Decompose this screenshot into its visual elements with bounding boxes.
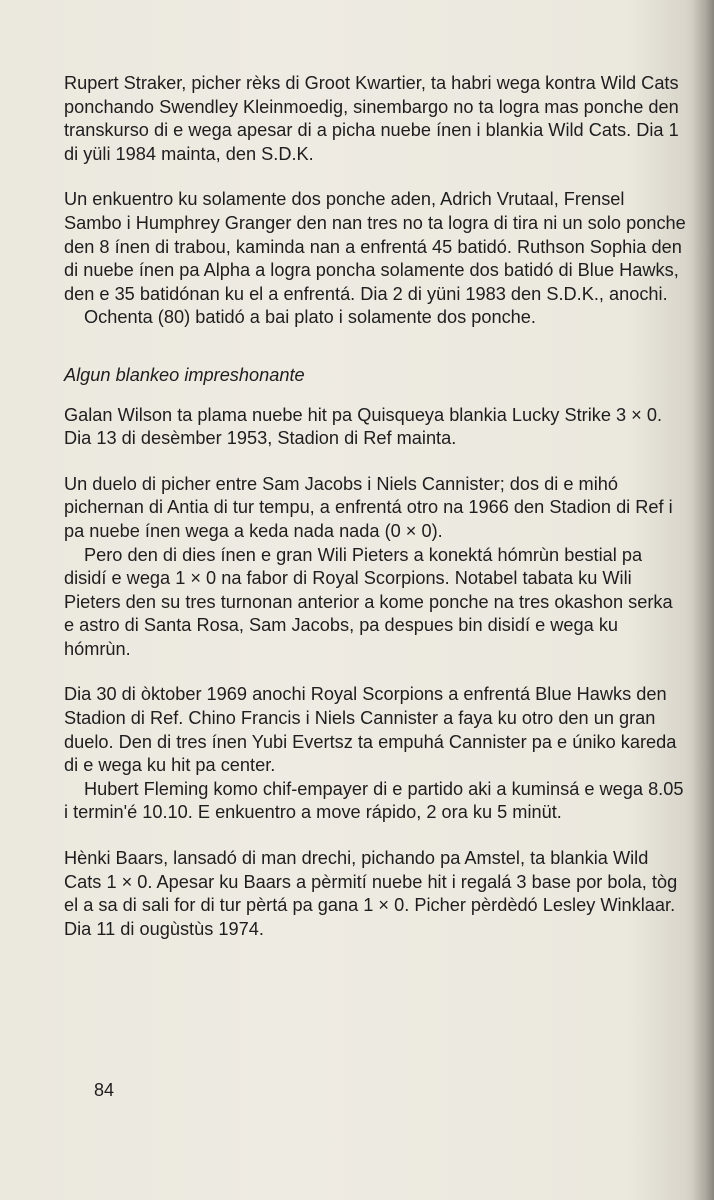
- paragraph-galan-wilson: Galan Wilson ta plama nuebe hit pa Quisqueya blankia Lucky Strike 3 × 0. Dia 13 di desèmber 1953, Stadion di Ref mainta.: [64, 404, 663, 449]
- paragraph-straker: Rupert Straker, picher rèks di Groot Kwartier, ta habri wega kontra Wild Cats ponchando Swendley Kleinmoedig, sinembargo no ta logra mas ponche den transkurso di e wega apesar di a picha nuebe ínen i blankia Wild Cats. Dia 1 di yüli 1984 mainta, den S.D.K.: [64, 73, 679, 164]
- paragraph-dos-ponche: Un enkuentro ku solamente dos ponche aden, Adrich Vrutaal, Frensel Sambo i Humphrey Granger den nan tres no ta logra di tira ni un solo ponche den 8 ínen di trabou, kaminda nan a enfrentá 45 batidó. Ruthson Sophia den di nuebe ínen pa Alpha a logra poncha solamente dos batidó di Blue Hawks, den e 35 batidónan ku el a enfrentá. Dia 2 di yüni 1983 den S.D.K., anochi.: [64, 189, 686, 304]
- page-body: [64, 72, 686, 941]
- section-heading: Algun blankeo impreshonante: [64, 364, 305, 385]
- paragraph-wili-pieters: Pero den di dies ínen e gran Wili Pieters a konektá hómrùn bestial pa disidí e wega 1 × 0 na fabor di Royal Scorpions. Notabel tabata ku Wili Pieters den su tres turnonan anterior a kome ponche na tres okashon serka e astro di Santa Rosa, Sam Jacobs, pa despues bin disidí e wega ku hómrùn.: [64, 544, 673, 659]
- paragraph-fleming: Hubert Fleming komo chif-empayer di e partido aki a kuminsá e wega 8.05 i termin'é 10.10. E enkuentro a move rápido, 2 ora ku 5 minüt.: [64, 778, 684, 823]
- paragraph-baars: Hènki Baars, lansadó di man drechi, pichando pa Amstel, ta blankia Wild Cats 1 × 0. Apesar ku Baars a pèrmití nuebe hit i regalá 3 base por bola, tòg el a sa di sali for di tur pèrtá pa gana 1 × 0. Picher pèrdèdó Lesley Winklaar. Dia 11 di ougùstùs 1974.: [64, 848, 678, 939]
- book-spine-shadow: [692, 0, 714, 1200]
- paragraph-duelo: Un duelo di picher entre Sam Jacobs i Niels Cannister; dos di e mihó pichernan di Antia di tur tempu, a enfrentá otro na 1966 den Stadion di Ref i pa nuebe ínen wega a keda nada nada (0 × 0).: [64, 473, 673, 541]
- paragraph-oktober-1969: Dia 30 di òktober 1969 anochi Royal Scorpions a enfrentá Blue Hawks den Stadion di Ref. Chino Francis i Niels Cannister a faya ku otro den un gran duelo. Den di tres ínen Yubi Evertsz ta empuhá Cannister pa e úniko kareda di e wega ku hit pa center.: [64, 684, 677, 776]
- page-number: 84: [94, 1080, 115, 1100]
- paragraph-ochenta: Ochenta (80) batidó a bai plato i solamente dos ponche.: [84, 307, 536, 328]
